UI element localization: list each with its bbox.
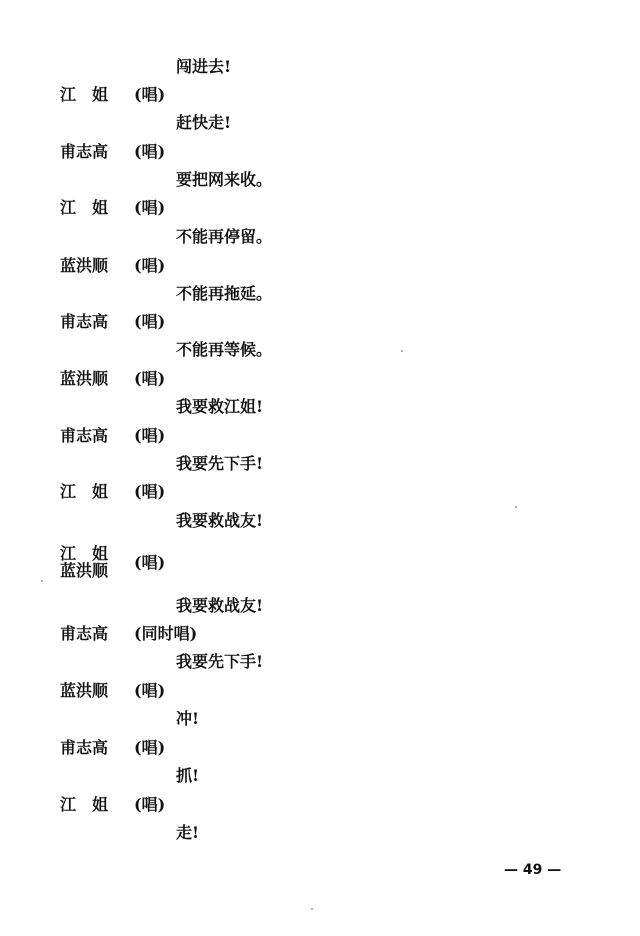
stage-direction: (唱) — [134, 795, 166, 814]
stage-direction: (唱) — [134, 312, 166, 331]
stage-direction: (唱) — [134, 256, 166, 275]
lyric-line: 我要救江姐! — [176, 397, 264, 416]
lyric-line: 抓! — [176, 766, 200, 785]
lyric-line: 要把网来收。 — [176, 170, 273, 189]
lyric-line: 不能再等候。 — [176, 340, 273, 359]
lyric-line: 我要先下手! — [176, 652, 264, 671]
speaker-name: 蓝洪顺 — [60, 681, 109, 700]
speaker-name: 蓝洪顺 — [60, 369, 109, 388]
stage-direction: (唱) — [134, 553, 166, 572]
stage-direction: (唱) — [134, 681, 166, 700]
speaker-name: 甫志高 — [60, 624, 109, 643]
speaker-name: 江 姐 — [60, 795, 109, 814]
stage-direction: (唱) — [134, 198, 166, 217]
stage-direction: (唱) — [134, 426, 166, 445]
stage-direction: (唱) — [134, 738, 166, 757]
scan-speck — [401, 350, 403, 352]
stage-direction: (唱) — [134, 142, 166, 161]
speaker-name: 蓝洪顺 — [60, 256, 109, 275]
speaker-name: 甫志高 — [60, 312, 109, 331]
lyric-line: 闯进去! — [176, 57, 232, 76]
lyric-line: 我要救战友! — [176, 511, 264, 530]
lyric-line: 冲! — [176, 709, 200, 728]
speaker-name: 江 姐 — [60, 85, 109, 104]
stage-direction: (唱) — [134, 482, 166, 501]
scan-speck — [41, 580, 43, 582]
speaker-name: 江 姐 — [60, 198, 109, 217]
stage-direction: (同时唱) — [134, 624, 198, 643]
lyric-line: 赶快走! — [176, 113, 232, 132]
speaker-name: 甫志高 — [60, 426, 109, 445]
scan-speck — [515, 506, 517, 508]
speaker-name: 蓝洪顺 — [60, 561, 109, 580]
lyric-line: 走! — [176, 823, 200, 842]
page-number: — 49 — — [504, 862, 562, 878]
lyric-line: 不能再停留。 — [176, 227, 273, 246]
stage-direction: (唱) — [134, 369, 166, 388]
speaker-name: 江 姐 — [60, 544, 109, 563]
speaker-name: 甫志高 — [60, 142, 109, 161]
lyric-line: 我要救战友! — [176, 596, 264, 615]
joint-speakers — [60, 545, 108, 579]
scan-speck — [311, 908, 313, 910]
lyric-line: 不能再拖延。 — [176, 284, 273, 303]
speaker-name: 江 姐 — [60, 482, 109, 501]
speaker-name: 甫志高 — [60, 738, 109, 757]
lyric-line: 我要先下手! — [176, 454, 264, 473]
stage-direction: (唱) — [134, 85, 166, 104]
